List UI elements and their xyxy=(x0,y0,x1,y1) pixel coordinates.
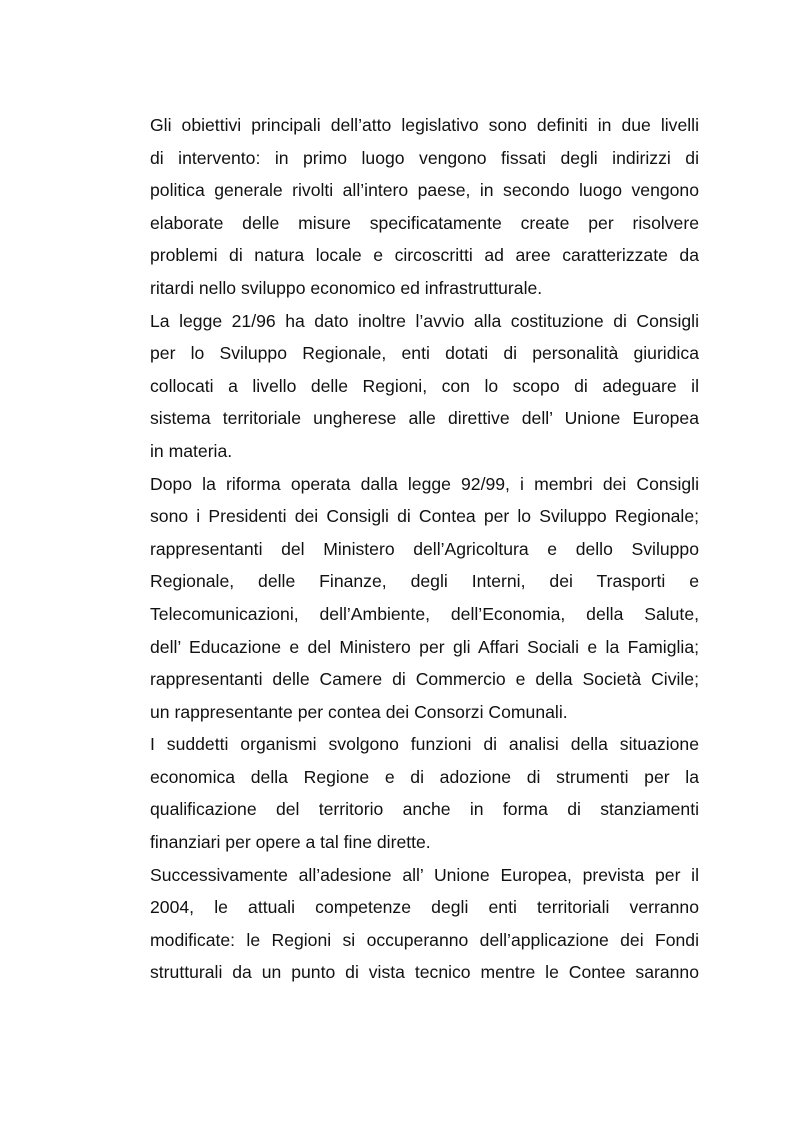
text-line: in materia. xyxy=(150,440,233,461)
paragraph-eu-accession xyxy=(150,859,699,989)
text-line: Telecomunicazioni, dell’Ambiente, dell’Economia, della Salute, xyxy=(150,603,699,624)
text-line: finanziari per opere a tal fine dirette. xyxy=(150,832,431,853)
text-line: sistema territoriale ungherese alle direttive dell’ Unione Europea xyxy=(150,408,699,429)
text-line: dell’ Educazione e del Ministero per gli Affari Sociali e la Famiglia; xyxy=(150,636,699,657)
text-line: elaborate delle misure specificatamente create per risolvere xyxy=(150,212,699,233)
text-line: ritardi nello sviluppo economico ed infrastrutturale. xyxy=(150,277,543,298)
text-line: sono i Presidenti dei Consigli di Contea per lo Sviluppo Regionale; xyxy=(150,506,699,527)
paragraph-organisms-functions xyxy=(150,728,699,858)
text-line: Successivamente all’adesione all’ Unione Europea, prevista per il xyxy=(150,864,699,885)
paragraph-objectives xyxy=(150,109,699,305)
body-text xyxy=(150,109,699,989)
text-line: problemi di natura locale e circoscritti ad aree caratterizzate da xyxy=(150,245,699,266)
text-line: 2004, le attuali competenze degli enti territoriali verranno xyxy=(150,897,699,918)
text-line: strutturali da un punto di vista tecnico mentre le Contee saranno xyxy=(150,962,699,983)
paragraph-law-21-96 xyxy=(150,305,699,468)
text-line: Gli obiettivi principali dell’atto legislativo sono definiti in due livelli xyxy=(150,115,699,135)
text-line: Dopo la riforma operata dalla legge 92/99, i membri dei Consigli xyxy=(150,473,699,494)
text-line: rappresentanti delle Camere di Commercio e della Società Civile; xyxy=(150,669,699,690)
text-line: modificate: le Regioni si occuperanno dell’applicazione dei Fondi xyxy=(150,929,699,950)
text-line: Regionale, delle Finanze, degli Interni, dei Trasporti e xyxy=(150,571,699,592)
text-line: un rappresentante per contea dei Consorzi Comunali. xyxy=(150,701,568,722)
text-line: La legge 21/96 ha dato inoltre l’avvio alla costituzione di Consigli xyxy=(150,310,699,331)
text-line: politica generale rivolti all’intero paese, in secondo luogo vengono xyxy=(150,180,699,201)
text-line: collocati a livello delle Regioni, con lo scopo di adeguare il xyxy=(150,375,699,396)
text-line: rappresentanti del Ministero dell’Agricoltura e dello Sviluppo xyxy=(150,538,699,559)
text-line: economica della Regione e di adozione di strumenti per la xyxy=(150,766,699,787)
text-line: di intervento: in primo luogo vengono fissati degli indirizzi di xyxy=(150,147,699,168)
text-line: I suddetti organismi svolgono funzioni di analisi della situazione xyxy=(150,734,699,755)
text-line: per lo Sviluppo Regionale, enti dotati di personalità giuridica xyxy=(150,343,699,364)
text-line: qualificazione del territorio anche in forma di stanziamenti xyxy=(150,799,699,820)
paragraph-council-members xyxy=(150,468,699,729)
